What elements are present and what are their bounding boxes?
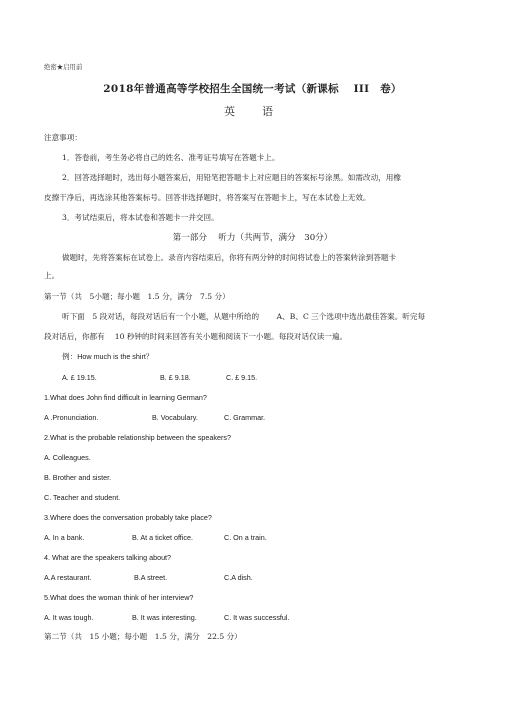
question-1-options <box>44 413 265 422</box>
q4-option-a: A.A restaurant. <box>44 573 92 582</box>
subject-title: 英 语 <box>224 105 281 118</box>
question-5-options <box>44 613 290 622</box>
notice-item-2-line-1: 2．回答选择题时，选出每小题答案后，用铅笔把答题卡上对应题目的答案标号涂黑。如需改动，用橡 <box>62 173 401 182</box>
q2-option-b: B. Brother and sister. <box>44 473 112 482</box>
example-option-c: C. £ 9.15. <box>226 373 258 382</box>
question-3-options <box>44 533 267 542</box>
section-1-instruction-line-2: 段对话后，你都有 10 秒钟的时间来回答有关小题和阅读下一小题。每段对话仅读一遍。 <box>44 332 348 341</box>
q5-option-b: B. It was interesting. <box>132 613 197 622</box>
part-1-instruction-line-1: 做题时，先将答案标在试卷上。录音内容结束后，你将有两分钟的时间将试卷上的答案转涂到答题卡 <box>62 253 397 262</box>
question-1: 1.What does John find difficult in learning German? <box>44 393 207 402</box>
question-3: 3.Where does the conversation probably take place? <box>44 513 212 522</box>
question-4: 4. What are the speakers talking about? <box>44 553 172 562</box>
example-line <box>62 352 153 362</box>
q2-option-a: A. Colleagues. <box>44 453 91 462</box>
q3-option-a: A. In a bank. <box>44 533 85 542</box>
part-1-heading: 第一部分 听力（共两节，满分 30分） <box>172 233 333 243</box>
q5-option-c: C. It was successful. <box>224 613 290 622</box>
notice-item-3: 3．考试结束后，将本试卷和答题卡一并交回。 <box>62 213 219 222</box>
question-5: 5.What does the woman think of her interview? <box>44 593 194 602</box>
q4-option-b: B.A street. <box>134 573 168 582</box>
confidential-mark: 绝密★启用前 <box>44 63 83 71</box>
exam-title: 2018年普通高等学校招生全国统一考试（新课标 III 卷） <box>103 83 402 95</box>
q4-option-c: C.A dish. <box>224 573 253 582</box>
section-1-heading: 第一节（共 5小题；每小题 1.5 分，满分 7.5 分） <box>44 292 230 301</box>
notice-heading: 注意事项： <box>44 133 82 142</box>
q1-option-b: B. Vocabulary. <box>152 413 198 422</box>
notice-item-2-line-2: 皮擦干净后，再选涂其他答案标号。回答非选择题时，将答案写在答题卡上，写在本试卷上无效。 <box>44 193 371 202</box>
question-2: 2.What is the probable relationship between the speakers? <box>44 433 231 442</box>
notice-item-1: 1．答卷前，考生务必将自己的姓名、准考证号填写在答题卡上。 <box>62 153 280 162</box>
question-4-options <box>44 573 253 582</box>
example-question: How much is the shirt？ <box>77 352 154 361</box>
q2-option-c: C. Teacher and student. <box>44 493 121 502</box>
section-2-heading: 第二节（共 15 小题；每小题 1.5 分，满分 22.5 分） <box>44 632 242 641</box>
q1-option-a: A .Pronunciation. <box>44 413 99 422</box>
example-option-a: A. £ 19.15. <box>62 373 97 382</box>
example-option-b: B. £ 9.18. <box>160 373 191 382</box>
example-options <box>62 373 257 382</box>
q3-option-b: B. At a ticket office. <box>132 533 193 542</box>
q1-option-c: C. Grammar. <box>224 413 266 422</box>
example-label: 例： <box>62 352 78 361</box>
part-1-instruction-line-2: 上。 <box>44 271 60 280</box>
section-1-instruction-line-1: 听下面 5 段对话，每段对话后有一个小题，从题中所给的 A、B、C 三个选项中选出最佳答案。听完每 <box>62 312 426 321</box>
q5-option-a: A. It was tough. <box>44 613 94 622</box>
q3-option-c: C. On a train. <box>224 533 267 542</box>
